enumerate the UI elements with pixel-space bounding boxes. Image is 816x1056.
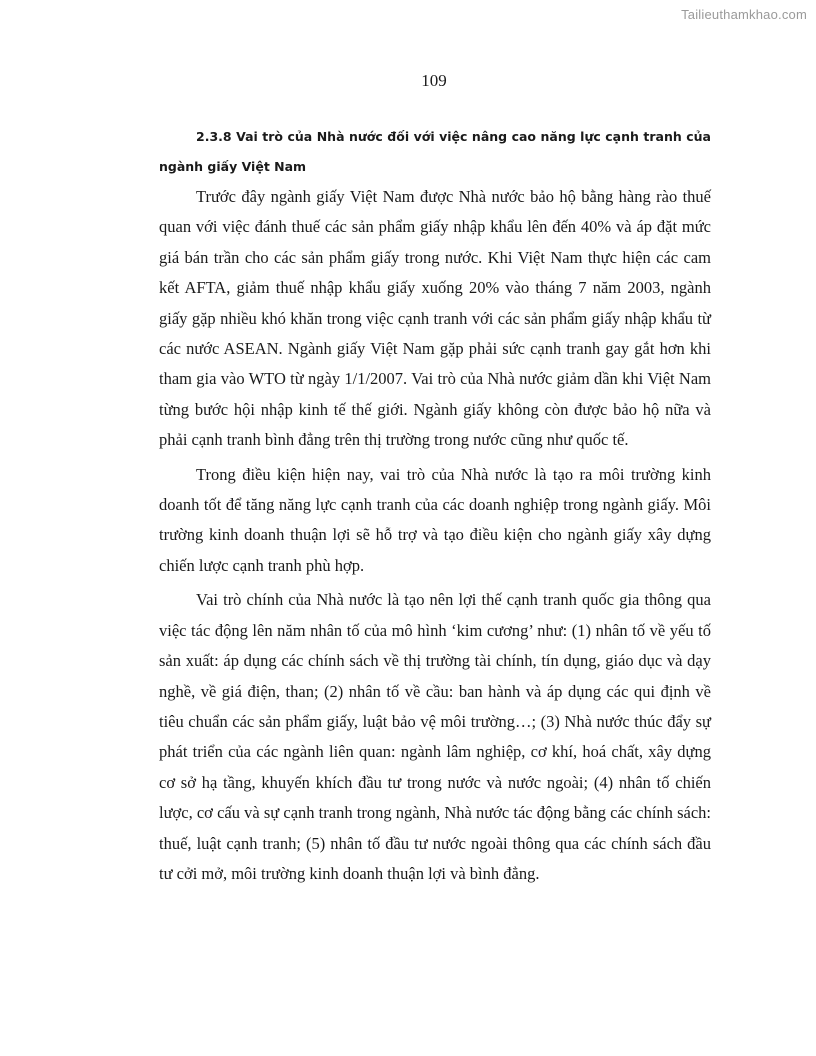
page-number: 109 bbox=[421, 71, 447, 90]
paragraph-1: Trước đây ngành giấy Việt Nam được Nhà nước bảo hộ bằng hàng rào thuế quan với việc đánh thuế các sản phẩm giấy nhập khẩu lên đến 40% và áp đặt mức giá bán trần cho các sản phẩm giấy trong nước. Khi Việt Nam thực hiện các cam kết AFTA, giảm thuế nhập khẩu giấy xuống 20% vào tháng 7 năm 2003, ngành giấy gặp nhiều khó khăn trong việc cạnh tranh với các sản phẩm giấy nhập khẩu từ các nước ASEAN. Ngành giấy Việt Nam gặp phải sức cạnh tranh gay gắt hơn khi tham gia vào WTO từ ngày 1/1/2007. Vai trò của Nhà nước giảm dần khi Việt Nam từng bước hội nhập kinh tế thế giới. Ngành giấy không còn được bảo hộ nữa và phải cạnh tranh bình đẳng trên thị trường trong nước cũng như quốc tế. bbox=[159, 187, 711, 450]
paragraph-2: Trong điều kiện hiện nay, vai trò của Nhà nước là tạo ra môi trường kinh doanh tốt để tăng năng lực cạnh tranh của các doanh nghiệp trong ngành giấy. Môi trường kinh doanh thuận lợi sẽ hỗ trợ và tạo điều kiện cho ngành giấy xây dựng chiến lược cạnh tranh phù hợp. bbox=[159, 464, 711, 575]
paragraph-3: Vai trò chính của Nhà nước là tạo nên lợi thế cạnh tranh quốc gia thông qua việc tác động lên năm nhân tố của mô hình ‘kim cương’ như: (1) nhân tố về yếu tố sản xuất: áp dụng các chính sách về thị trường tài chính, tín dụng, giáo dục và dạy nghề, về giá điện, than; (2) nhân tố về cầu: ban hành và áp dụng các qui định về tiêu chuẩn các sản phẩm giấy, luật bảo vệ môi trường…; (3) Nhà nước thúc đẩy sự phát triển của các ngành liên quan: ngành lâm nghiệp, cơ khí, hoá chất, xây dựng cơ sở hạ tầng, khuyến khích đầu tư trong nước và nước ngoài; (4) nhân tố chiến lược, cơ cấu và sự cạnh tranh trong ngành, Nhà nước tác động bằng các chính sách: thuế, luật cạnh tranh; (5) nhân tố đầu tư nước ngoài thông qua các chính sách đầu tư cởi mở, môi trường kinh doanh thuận lợi và bình đẳng. bbox=[159, 590, 711, 883]
watermark-text: Tailieuthamkhao.com bbox=[681, 7, 807, 22]
section-heading: 2.3.8 Vai trò của Nhà nước đối với việc nâng cao năng lực cạnh tranh của ngành giấy Việt Nam bbox=[159, 129, 711, 174]
document-body bbox=[159, 122, 711, 893]
